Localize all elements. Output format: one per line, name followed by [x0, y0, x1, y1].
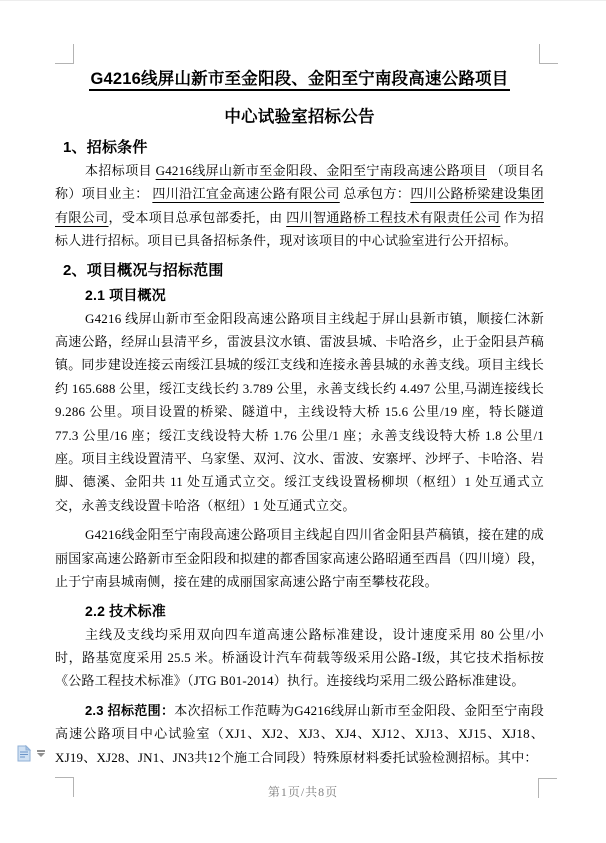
paragraph [55, 623, 544, 693]
section-heading [85, 600, 544, 623]
underlined-text: G4216线屏山新市至金阳段、金阳至宁南段高速公路项目 [155, 163, 487, 178]
text-run: 主线及支线均采用双向四车道高速公路标准建设，设计速度采用 80 公里/小时，路基宽度采用 25.5 米。桥涵设计汽车荷载等级采用公路-Ⅰ级，其它技术指标按《公路工程技术标准》（JTG B01-2014）执行。连接线均采用二级公路标准建设。 [55, 626, 544, 689]
text-run: 总承包方： [339, 186, 411, 202]
text-boundary-mark-top-left [55, 44, 74, 64]
document-subtitle: 中心试验室招标公告 [224, 108, 375, 126]
text-run: 本招标项目 [85, 163, 156, 178]
paragraph [55, 699, 544, 769]
underlined-text: 四川智通路桥工程技术有限责任公司 [286, 209, 501, 225]
text-run: 作为招标人进行招标。项目已具备招标条件，现对该项目的中心试验室进行公开招标。 [55, 209, 544, 249]
text-run: 1、招标条件 [63, 139, 148, 156]
text-run: （项目名称）项目业主： [55, 163, 544, 202]
dropdown-arrow-triangle [37, 753, 45, 757]
document-body [55, 64, 544, 775]
text-run: 2.2 技术标准 [85, 602, 166, 619]
section-heading [63, 136, 544, 159]
dropdown-arrow-bar [37, 750, 45, 752]
paragraph [55, 523, 544, 593]
text-run: 2.1 项目概况 [85, 286, 166, 303]
text-run: G4216线金阳至宁南段高速公路项目主线起自四川省金阳县芦稿镇，接在建的成丽国家高速公路新市至金阳段和拟建的都香国家高速公路昭通至西昌（四川境）段，止于宁南县城南侧，接在建的成丽国家高速公路宁南至攀枝花段。 [55, 527, 544, 590]
page-top-edge [0, 0, 606, 1]
section-heading [63, 259, 544, 282]
text-boundary-mark-top-right [539, 44, 558, 64]
text-run: 2.3 招标范围： [85, 702, 175, 718]
section-heading [85, 284, 544, 307]
text-run: G4216 线屏山新市至金阳段高速公路项目主线起于屏山县新市镇，顺接仁沐新高速公路，经屏山县清平乡，雷波县汶水镇、雷波县城、卡哈洛乡，止于金阳县芦稿镇。同步建设连接云南绥江县城的绥江支线和连接永善县城的永善支线。项目主线长约 165.688 公里，绥江支线长约 3.789 公里，永善支线长约 4.497 公里,马湖连接线长 9.286 公里。项目设置的桥梁、隧道中，主线设特大桥 15.6 公里/19 座，特长隧道 77.3 公里/16 座；绥江支线设特大桥 1.76 公里/1 座；永善支线设特大桥 1.8 公里/1 座。项目主线设置清平、乌家堡、双河、汶水、雷波、安寨坪、沙坪子、卡哈洛、岩脚、德溪、金阳共 11 处互通式立交。绥江支线设置杨柳坝（枢纽）1 处互通式立交，永善支线设置卡哈洛（枢纽）1 处互通式立交。 [55, 310, 544, 513]
paragraph [55, 159, 544, 253]
paragraph [55, 307, 544, 518]
document-icon[interactable] [16, 745, 32, 762]
page-number-footer: 第1页/共8页 [267, 785, 339, 799]
text-run: ，受本项目总承包部委托，由 [108, 209, 287, 225]
dropdown-arrow-icon[interactable] [37, 750, 45, 757]
document-title [55, 64, 544, 94]
underlined-text: 四川沿江宜金高速公路有限公司 [152, 186, 340, 202]
text-run: 本次招标工作范畴为G4216线屏山新市至金阳段、金阳至宁南段高速公路项目中心试验室（XJ1、XJ2、XJ3、XJ4、XJ12、XJ13、XJ15、XJ18、XJ19、XJ28、JN1、JN3共12个施工合同段）特殊原材料委托试验检测招标。其中： [55, 702, 545, 765]
underlined-text: 四川公路桥梁建设集团有限公司 [55, 186, 544, 225]
document-title-text: G4216线屏山新市至金阳段、金阳至宁南段高速公路项目 [89, 70, 511, 91]
text-run: 2、项目概况与招标范围 [63, 261, 224, 279]
